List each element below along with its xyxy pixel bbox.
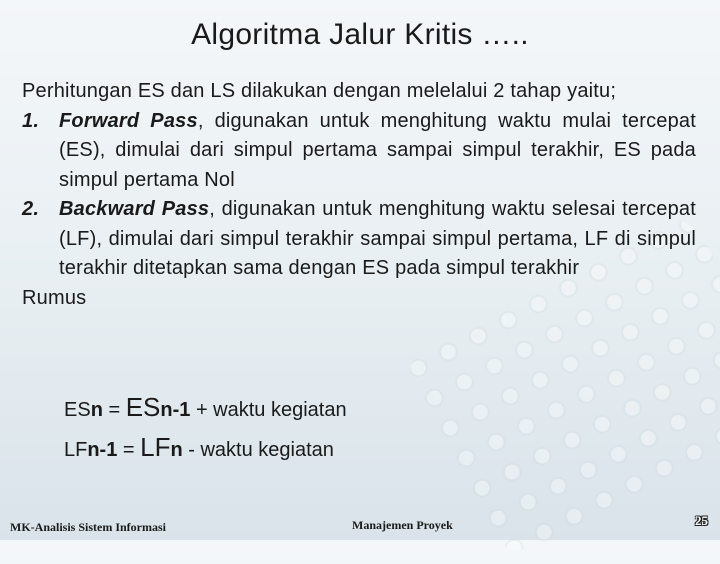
- formula-block: [64, 392, 347, 472]
- step-term: Backward Pass: [59, 198, 210, 220]
- step-text: [59, 195, 696, 284]
- formula-rhs-sub: n-1: [160, 399, 191, 421]
- list-item: [22, 195, 696, 284]
- formula-lhs: ES: [64, 399, 91, 421]
- footer-course: MK-Analisis Sistem Informasi: [10, 520, 166, 534]
- formula-rhs-sub: n: [170, 439, 183, 461]
- formula-lhs-sub: n: [90, 399, 103, 421]
- step-term: Forward Pass: [59, 109, 198, 132]
- step-number: 2.: [22, 198, 40, 220]
- slide-title: Algoritma Jalur Kritis …..: [191, 18, 529, 51]
- step-number: 1.: [22, 109, 40, 132]
- formula-lf: [64, 432, 347, 472]
- step-description: , digunakan untuk menghitung waktu mulai tercepat (ES), dimulai dari simpul pertama sampai simpul terakhir, ES pada simpul pertama Nol: [59, 109, 696, 191]
- formula-equals: =: [117, 439, 141, 461]
- steps-list: [22, 107, 696, 284]
- formula-es: [64, 392, 347, 432]
- page-number: 25: [695, 513, 708, 528]
- formula-rest: + waktu kegiatan: [190, 399, 347, 421]
- formula-lhs: LF: [64, 439, 88, 461]
- formula-lhs-sub: n-1: [87, 439, 118, 461]
- list-item: [22, 107, 696, 196]
- footer-topic: Manajemen Proyek: [352, 518, 453, 532]
- slide-body: [22, 77, 696, 313]
- formula-equals: =: [102, 399, 126, 421]
- formula-rest: - waktu kegiatan: [182, 439, 334, 461]
- step-text: [59, 107, 696, 196]
- step-description: , digunakan untuk menghitung waktu selesai tercepat (LF), dimulai dari simpul terakhir sampai simpul pertama, LF di simpul terakhir ditetapkan sama dengan ES pada simpul terakhir: [59, 198, 696, 279]
- formula-rhs: LF: [140, 432, 171, 462]
- formula-rhs: ES: [125, 392, 161, 422]
- rumus-label: Rumus: [22, 286, 87, 309]
- intro-text: Perhitungan ES dan LS dilakukan dengan melelalui 2 tahap yaitu;: [22, 80, 617, 102]
